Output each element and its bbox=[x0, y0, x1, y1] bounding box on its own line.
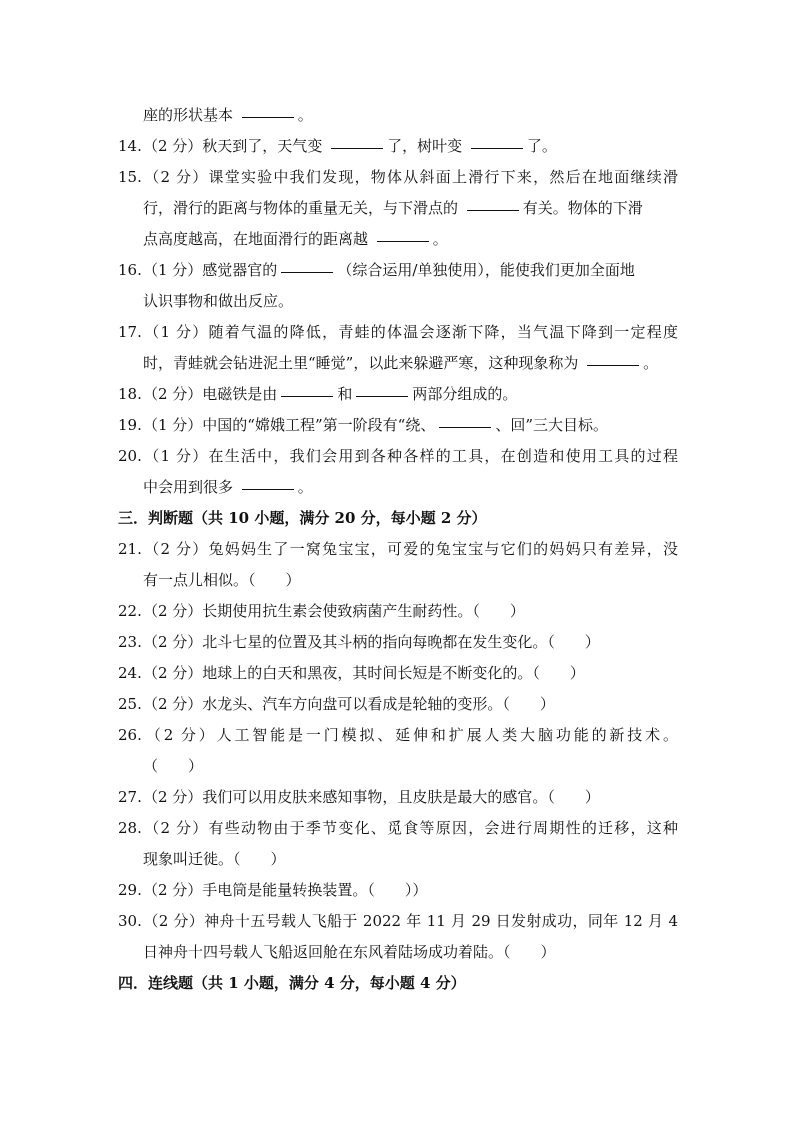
question-number: 27. bbox=[118, 788, 142, 806]
line-text: 四．连线题（共 1 小题，满分 4 分，每小题 4 分） bbox=[118, 974, 466, 992]
answer-blank[interactable] bbox=[467, 209, 519, 211]
line-text: （2 分）北斗七星的位置及其斗柄的指向每晚都在发生变化。（ ） bbox=[143, 633, 600, 651]
question-line bbox=[118, 162, 678, 193]
line-text: （1 分）随着气温的降低，青蛙的体温会逐渐下降，当气温下降到一定程度 bbox=[143, 323, 678, 341]
answer-blank[interactable] bbox=[471, 147, 523, 149]
line-text: （2 分）课堂实验中我们发现，物体从斜面上滑行下来，然后在地面继续滑 bbox=[143, 168, 678, 186]
line-text: （ ） bbox=[143, 757, 204, 775]
question-number: 24. bbox=[118, 664, 142, 682]
line-text: 了，树叶变 bbox=[387, 137, 467, 155]
line-text: 座的形状基本 bbox=[143, 106, 238, 124]
question-line bbox=[118, 627, 678, 658]
line-text: 日神舟十四号载人飞船返回舱在东风着陆场成功着陆。（ ） bbox=[143, 943, 556, 961]
answer-blank[interactable] bbox=[377, 240, 429, 242]
line-text: （2 分）神舟十五号载人飞船于 2022 年 11 月 29 日发射成功，同年 12 月 4 bbox=[143, 912, 678, 930]
line-text: （2 分）我们可以用皮肤来感知事物，且皮肤是最大的感官。（ ） bbox=[143, 788, 600, 806]
continuation-line bbox=[118, 472, 678, 503]
answer-blank[interactable] bbox=[587, 364, 639, 366]
question-line bbox=[118, 410, 678, 441]
question-number: 22. bbox=[118, 602, 142, 620]
question-number: 15. bbox=[118, 168, 142, 186]
answer-blank[interactable] bbox=[281, 395, 333, 397]
question-number: 21. bbox=[118, 540, 142, 558]
line-text: 中会用到很多 bbox=[143, 478, 238, 496]
section-heading bbox=[118, 503, 678, 534]
question-number: 29. bbox=[118, 881, 142, 899]
question-line bbox=[118, 379, 678, 410]
line-text: （2 分）人工智能是一门模拟、延伸和扩展人类大脑功能的新技术。 bbox=[143, 726, 678, 744]
question-line bbox=[118, 658, 678, 689]
question-line bbox=[118, 131, 678, 162]
line-text: 。 bbox=[643, 354, 659, 372]
question-number: 23. bbox=[118, 633, 142, 651]
answer-blank[interactable] bbox=[242, 488, 294, 490]
question-line bbox=[118, 317, 678, 348]
question-number: 17. bbox=[118, 323, 142, 341]
question-line bbox=[118, 441, 678, 472]
line-text: 时，青蛙就会钻进泥土里“睡觉”，以此来躲避严寒，这种现象称为 bbox=[143, 354, 584, 372]
continuation-line bbox=[118, 937, 678, 968]
line-text: （2 分）兔妈妈生了一窝兔宝宝，可爱的兔宝宝与它们的妈妈只有差异，没 bbox=[143, 540, 678, 558]
answer-blank[interactable] bbox=[281, 271, 333, 273]
question-list bbox=[118, 100, 678, 999]
continuation-line bbox=[118, 844, 678, 875]
answer-blank[interactable] bbox=[439, 426, 491, 428]
question-line bbox=[118, 906, 678, 937]
question-number: 18. bbox=[118, 385, 142, 403]
question-number: 28. bbox=[118, 819, 142, 837]
continuation-line bbox=[118, 348, 678, 379]
line-text: （2 分）长期使用抗生素会使致病菌产生耐药性。（ ） bbox=[143, 602, 525, 620]
line-text: 认识事物和做出反应。 bbox=[143, 292, 294, 310]
line-text: （1 分）在生活中，我们会用到各种各样的工具，在创造和使用工具的过程 bbox=[143, 447, 678, 465]
line-text: 了。 bbox=[526, 137, 557, 155]
question-number: 20. bbox=[118, 447, 142, 465]
line-text: 。 bbox=[297, 106, 313, 124]
question-number: 30. bbox=[118, 912, 142, 930]
question-line bbox=[118, 782, 678, 813]
line-text: 两部分组成的。 bbox=[412, 385, 518, 403]
question-line bbox=[118, 813, 678, 844]
line-text: 行，滑行的距离与物体的重量无关，与下滑点的 bbox=[143, 199, 463, 217]
question-line bbox=[118, 720, 678, 751]
question-line bbox=[118, 255, 678, 286]
line-text: 有关。物体的下滑 bbox=[522, 199, 643, 217]
line-text: （2 分）水龙头、汽车方向盘可以看成是轮轴的变形。（ ） bbox=[143, 695, 555, 713]
continuation-line bbox=[118, 751, 678, 782]
line-text: 有一点儿相似。（ ） bbox=[143, 571, 301, 589]
question-line bbox=[118, 689, 678, 720]
line-text: （2 分）电磁铁是由 bbox=[143, 385, 278, 403]
line-text: 。 bbox=[297, 478, 313, 496]
question-number: 26. bbox=[118, 726, 142, 744]
line-text: （2 分）有些动物由于季节变化、觅食等原因，会进行周期性的迁移，这种 bbox=[143, 819, 678, 837]
line-text: 和 bbox=[337, 385, 353, 403]
line-text: 三．判断题（共 10 小题，满分 20 分，每小题 2 分） bbox=[118, 509, 487, 527]
continuation-line bbox=[118, 193, 678, 224]
answer-blank[interactable] bbox=[331, 147, 383, 149]
line-text: （综合运用/单独使用），能使我们更加全面地 bbox=[337, 261, 635, 279]
line-text: 点高度越高，在地面滑行的距离越 bbox=[143, 230, 373, 248]
continuation-line bbox=[118, 565, 678, 596]
section-heading bbox=[118, 968, 678, 999]
continuation-line bbox=[118, 224, 678, 255]
question-number: 16. bbox=[118, 261, 142, 279]
line-text: （2 分）秋天到了，天气变 bbox=[143, 137, 328, 155]
continuation-line bbox=[118, 100, 678, 131]
question-line bbox=[118, 596, 678, 627]
question-line bbox=[118, 875, 678, 906]
line-text: 、回”三大目标。 bbox=[495, 416, 608, 434]
answer-blank[interactable] bbox=[242, 116, 294, 118]
answer-blank[interactable] bbox=[356, 395, 408, 397]
line-text: 现象叫迁徙。（ ） bbox=[143, 850, 286, 868]
question-number: 19. bbox=[118, 416, 142, 434]
question-number: 14. bbox=[118, 137, 142, 155]
line-text: （2 分）手电筒是能量转换装置。（ ）） bbox=[143, 881, 428, 899]
question-line bbox=[118, 534, 678, 565]
line-text: （2 分）地球上的白天和黑夜，其时间长短是不断变化的。（ ） bbox=[143, 664, 585, 682]
continuation-line bbox=[118, 286, 678, 317]
line-text: （1 分）中国的“嫦娥工程”第一阶段有“绕、 bbox=[143, 416, 436, 434]
line-text: 。 bbox=[432, 230, 448, 248]
line-text: （1 分）感觉器官的 bbox=[143, 261, 278, 279]
question-number: 25. bbox=[118, 695, 142, 713]
